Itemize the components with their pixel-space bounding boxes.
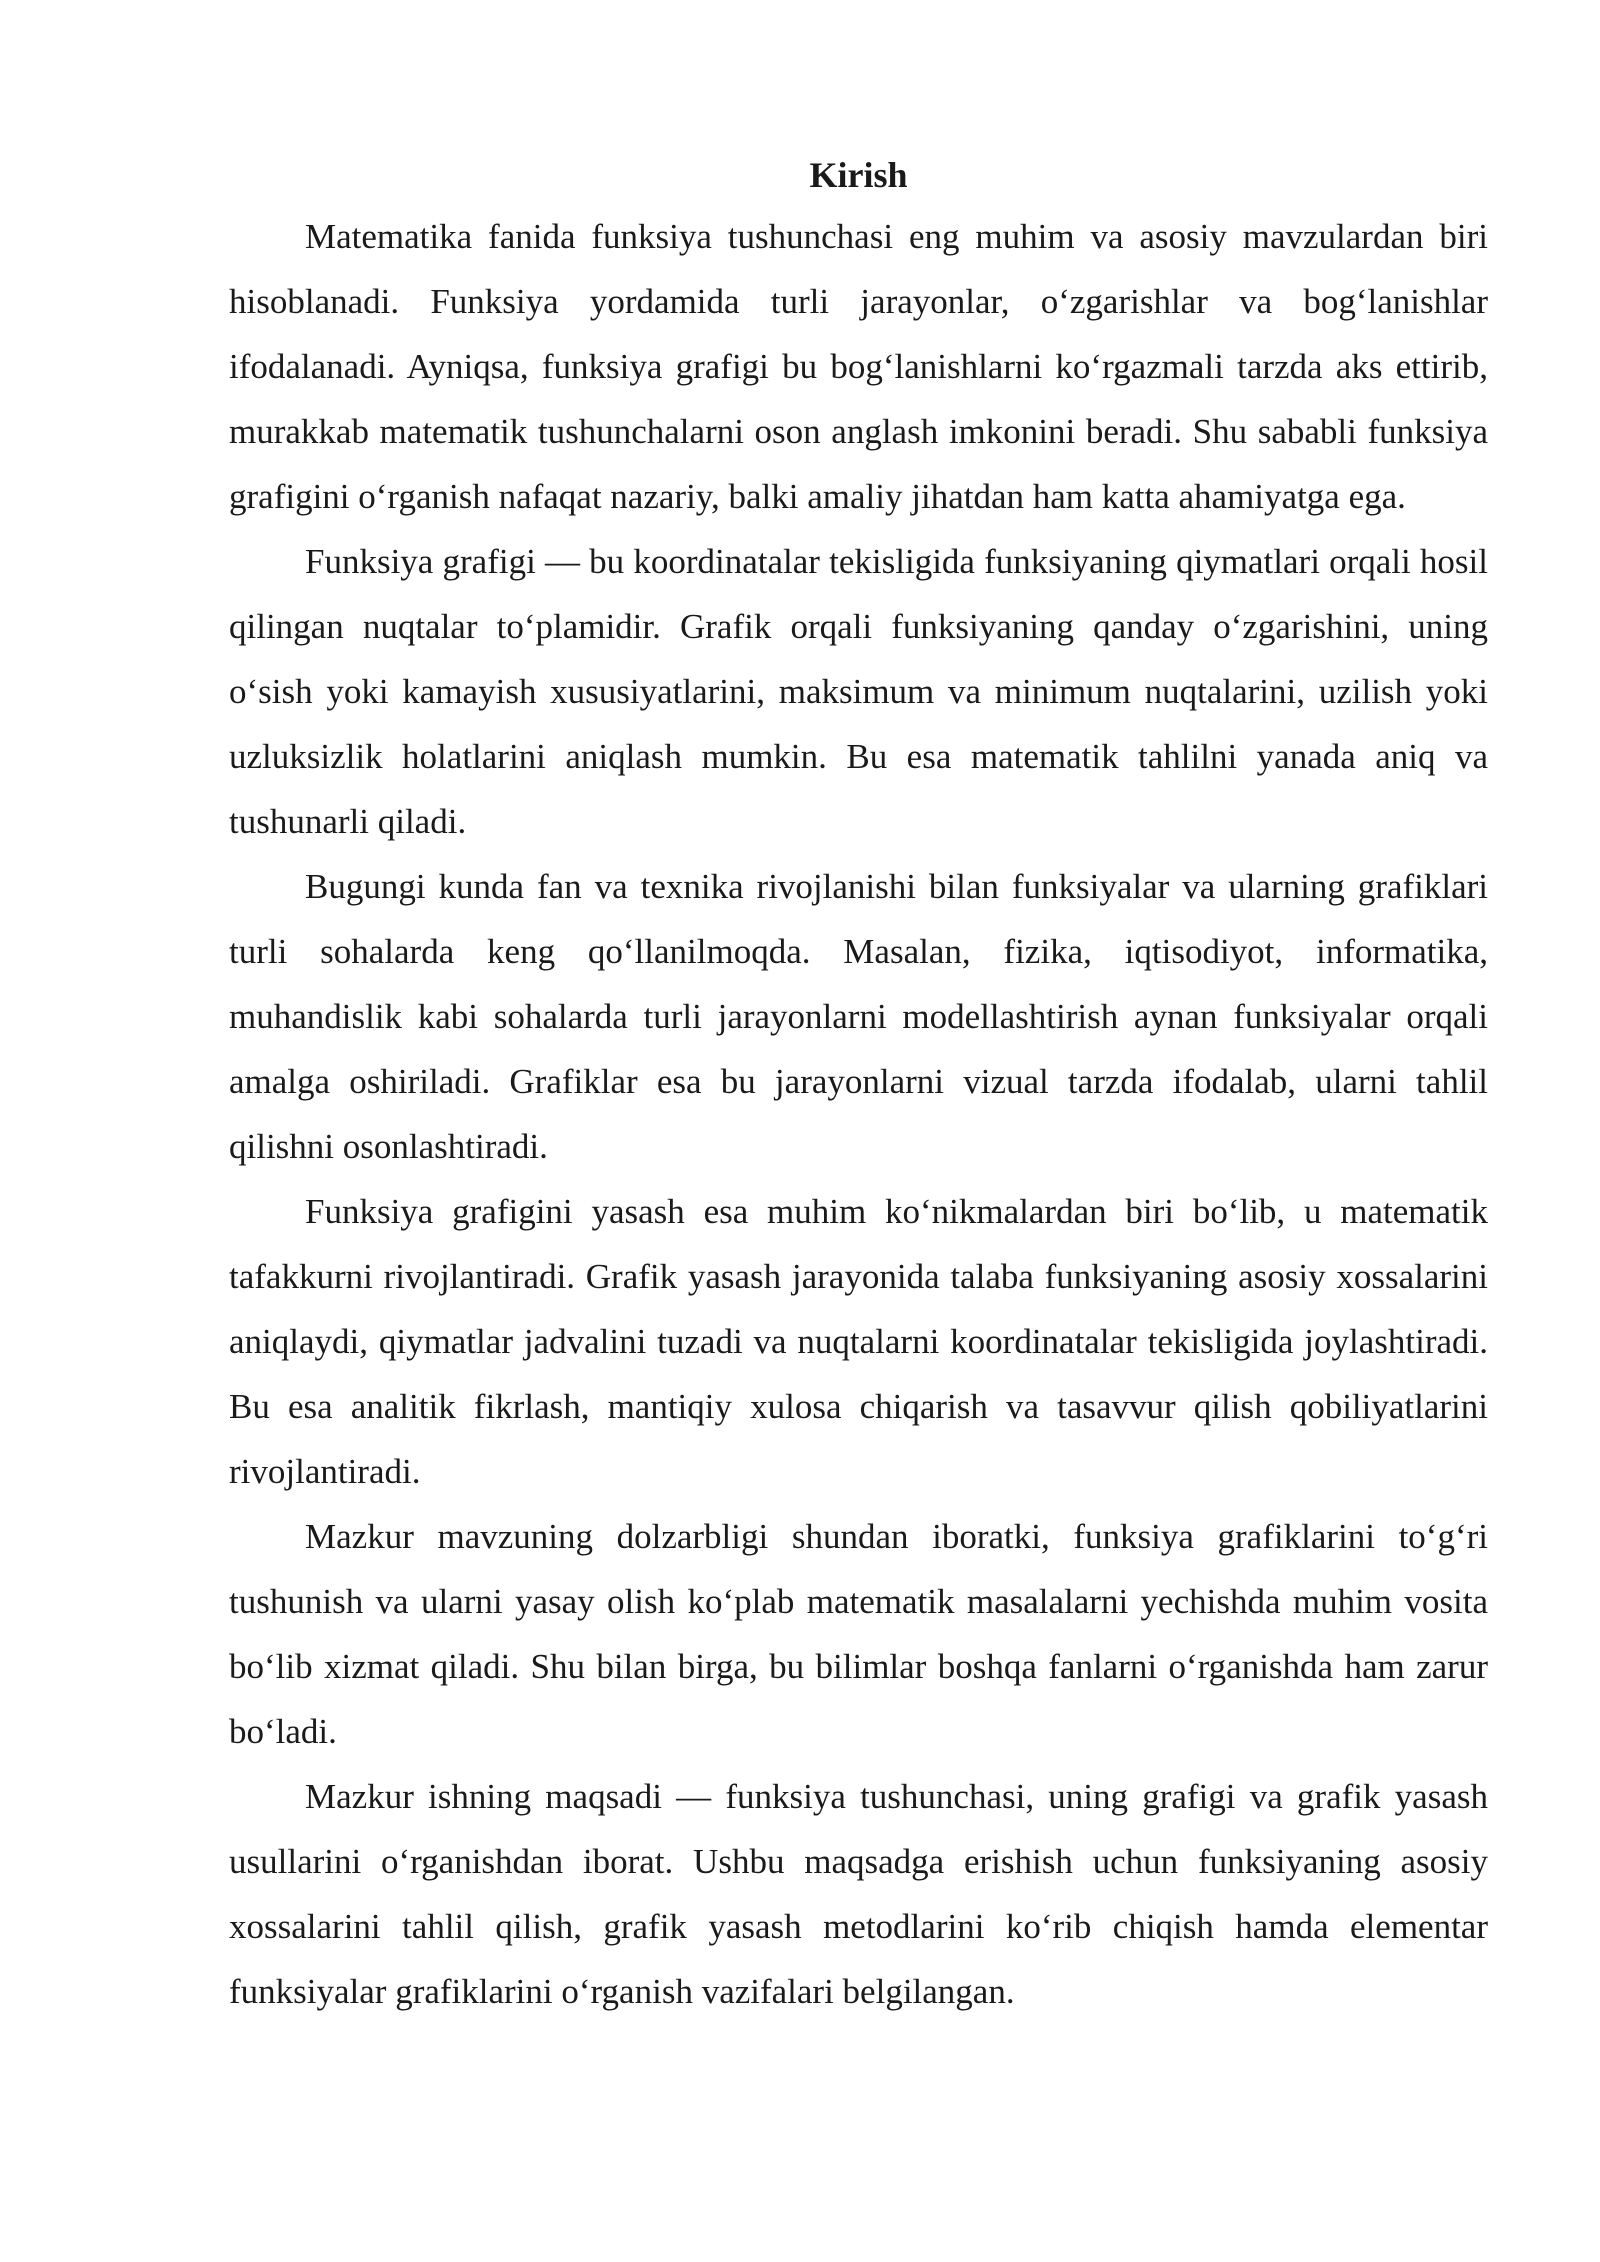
paragraph: Matematika fanida funksiya tushunchasi eng muhim va asosiy mavzulardan biri hisoblanadi. Funksiya yordamida turli jarayonlar, o‘zgarishlar va bog‘lanishlar ifodalanadi. Ayniqsa, funksiya grafigi bu bog‘lanishlarni ko‘rgazmali tarzda aks ettirib, murakkab matematik tushunchalarni oson anglash imkonini beradi. Shu sababli funksiya grafigini o‘rganish nafaqat nazariy, balki amaliy jihatdan ham katta ahamiyatga ega. xyxy=(229,217,1488,516)
paragraph: Mazkur mavzuning dolzarbligi shundan iboratki, funksiya grafiklarini to‘g‘ri tushunish va ularni yasay olish ko‘plab matematik masalalarni yechishda muhim vosita bo‘lib xizmat qiladi. Shu bilan birga, bu bilimlar boshqa fanlarni o‘rganishda ham zarur bo‘ladi. xyxy=(229,1517,1488,1751)
paragraph: Funksiya grafigini yasash esa muhim ko‘nikmalardan biri bo‘lib, u matematik tafakkurni rivojlantiradi. Grafik yasash jarayonida talaba funksiyaning asosiy xossalarini aniqlaydi, qiymatlar jadvalini tuzadi va nuqtalarni koordinatalar tekisligida joylashtiradi. Bu esa analitik fikrlash, mantiqiy xulosa chiqarish va tasavvur qilish qobiliyatlarini rivojlantiradi. xyxy=(229,1192,1488,1491)
page-title: Kirish xyxy=(809,155,908,195)
document-body xyxy=(229,148,1488,2024)
paragraph: Bugungi kunda fan va texnika rivojlanishi bilan funksiyalar va ularning grafiklari turli sohalarda keng qo‘llanilmoqda. Masalan, fizika, iqtisodiyot, informatika, muhandislik kabi sohalarda turli jarayonlarni modellashtirish aynan funksiyalar orqali amalga oshiriladi. Grafiklar esa bu jarayonlarni vizual tarzda ifodalab, ularni tahlil qilishni osonlashtiradi. xyxy=(229,867,1488,1166)
paragraph: Mazkur ishning maqsadi — funksiya tushunchasi, uning grafigi va grafik yasash usullarini o‘rganishdan iborat. Ushbu maqsadga erishish uchun funksiyaning asosiy xossalarini tahlil qilish, grafik yasash metodlarini ko‘rib chiqish hamda elementar funksiyalar grafiklarini o‘rganish vazifalari belgilangan. xyxy=(229,1777,1488,2011)
paragraph: Funksiya grafigi — bu koordinatalar tekisligida funksiyaning qiymatlari orqali hosil qilingan nuqtalar to‘plamidir. Grafik orqali funksiyaning qanday o‘zgarishini, uning o‘sish yoki kamayish xususiyatlarini, maksimum va minimum nuqtalarini, uzilish yoki uzluksizlik holatlarini aniqlash mumkin. Bu esa matematik tahlilni yanada aniq va tushunarli qiladi. xyxy=(229,542,1488,841)
